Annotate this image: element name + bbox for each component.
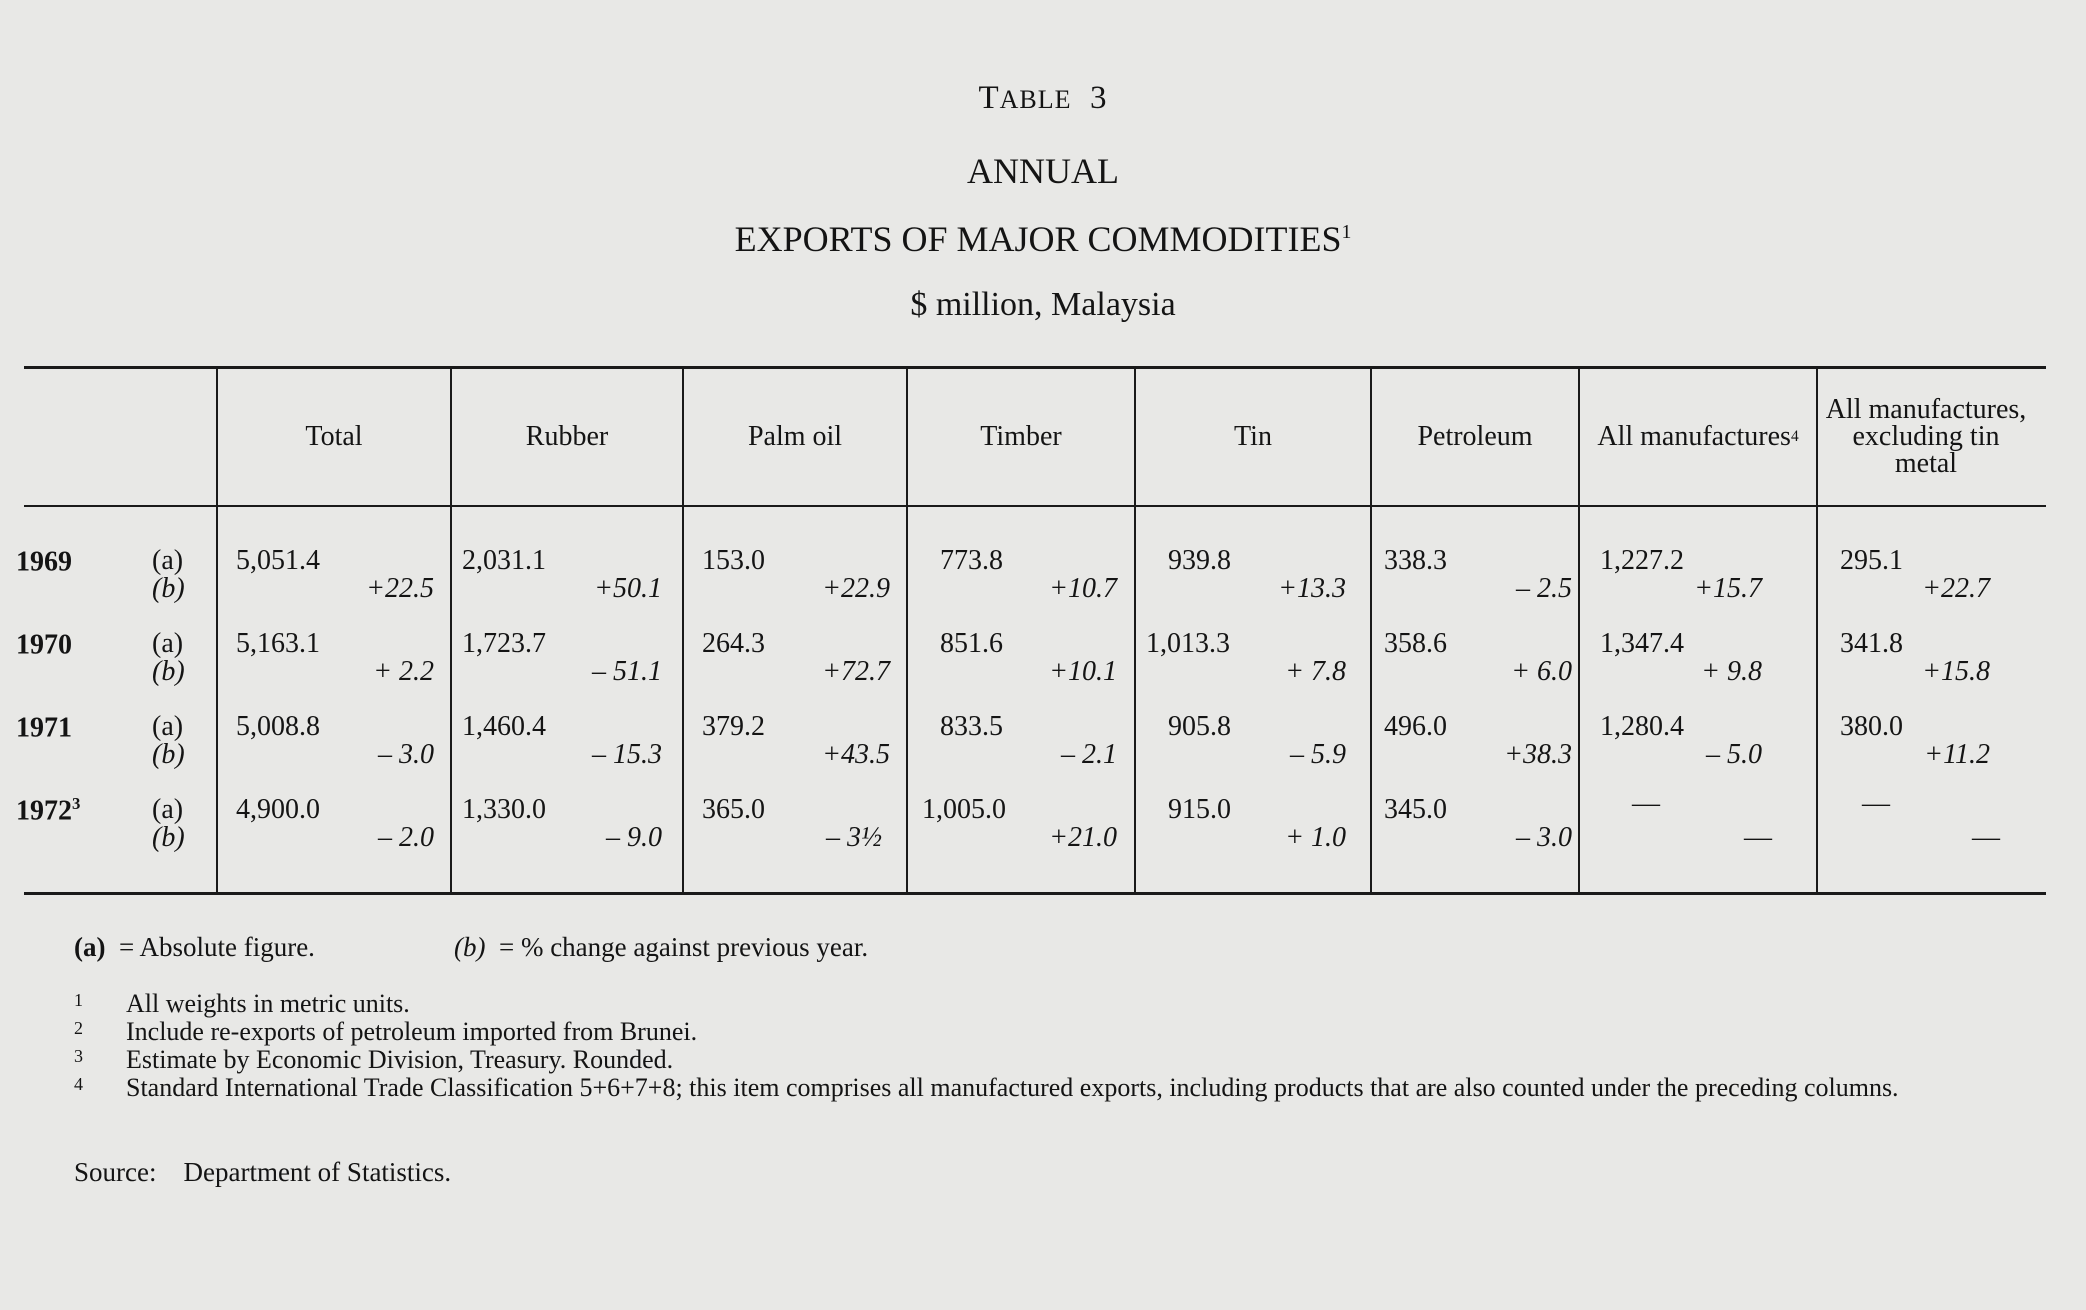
- cell-rubber-pct: – 51.1: [592, 656, 662, 687]
- cell-palm-oil-pct: +43.5: [822, 739, 890, 770]
- cell-total-pct: – 2.0: [378, 822, 434, 853]
- row-label-percent: (b): [152, 822, 185, 853]
- cell-rubber-abs: 2,031.1: [462, 545, 546, 576]
- footnote-number: 3: [74, 1046, 83, 1066]
- table-title: EXPORTS OF MAJOR COMMODITIES$^1$: [734, 219, 1352, 259]
- table-label: TABLE 3: [978, 80, 1108, 116]
- cell-total-pct: +22.5: [366, 573, 434, 604]
- source-label: Source:: [74, 1157, 157, 1187]
- cell-manufactures-abs: 1,227.2: [1600, 545, 1684, 576]
- row-year-1970: 1970: [16, 629, 72, 661]
- row-label-percent: (b): [152, 739, 185, 770]
- cell-timber-abs: 851.6: [940, 628, 1003, 659]
- cell-timber-pct: +10.1: [1049, 656, 1117, 687]
- cell-manufactures-excl-tin-abs: 380.0: [1840, 711, 1903, 742]
- cell-timber-abs: 773.8: [940, 545, 1003, 576]
- cell-tin-abs: 939.8: [1168, 545, 1231, 576]
- cell-timber-pct: +21.0: [1049, 822, 1117, 853]
- cell-timber-pct: +10.7: [1049, 573, 1117, 604]
- cell-petroleum-pct: – 2.5: [1516, 573, 1572, 604]
- cell-palm-oil-pct: – 3½: [826, 822, 882, 853]
- cell-manufactures-excl-tin-abs: 341.8: [1840, 628, 1903, 659]
- cell-rubber-pct: – 9.0: [606, 822, 662, 853]
- source-text: Department of Statistics.: [183, 1157, 452, 1187]
- cell-manufactures-pct: – 5.0: [1706, 739, 1762, 770]
- cell-palm-oil-abs: 264.3: [702, 628, 765, 659]
- cell-palm-oil-pct: +72.7: [822, 656, 890, 687]
- footnote-number: 4: [74, 1074, 83, 1094]
- table-header-rule: [24, 505, 2046, 507]
- legend-a-key: (a): [74, 932, 106, 962]
- row-label-absolute: (a): [152, 628, 184, 659]
- cell-petroleum-abs: 358.6: [1384, 628, 1447, 659]
- cell-petroleum-abs: 496.0: [1384, 711, 1447, 742]
- cell-timber-abs: 1,005.0: [922, 794, 1006, 825]
- cell-rubber-abs: 1,330.0: [462, 794, 546, 825]
- row-year-1971: 1971: [16, 712, 72, 744]
- footnote-number: 2: [74, 1018, 83, 1038]
- cell-total-abs: 5,163.1: [236, 628, 320, 659]
- legend-b: (b) = % change against previous year.: [454, 932, 869, 962]
- table-bottom-rule: [24, 892, 2046, 895]
- cell-manufactures-excl-tin-pct: +22.7: [1922, 573, 1990, 604]
- legend-a-text: = Absolute figure.: [118, 932, 315, 962]
- cell-timber-pct: – 2.1: [1061, 739, 1117, 770]
- cell-rubber-abs: 1,723.7: [462, 628, 546, 659]
- cell-manufactures-abs: —: [1632, 788, 1660, 819]
- cell-timber-abs: 833.5: [940, 711, 1003, 742]
- cell-rubber-pct: +50.1: [594, 573, 662, 604]
- cell-rubber-abs: 1,460.4: [462, 711, 546, 742]
- footnote-text: Standard International Trade Classification 5+6+7+8; this item comprises all manufactured exports, including products that are also counted under the preceding columns.: [126, 1073, 1899, 1102]
- column-header-manufactures-excl-tin: All manufactures, excluding tin metal: [1825, 394, 2027, 479]
- cell-tin-abs: 915.0: [1168, 794, 1231, 825]
- cell-manufactures-excl-tin-abs: 295.1: [1840, 545, 1903, 576]
- table-period: ANNUAL: [967, 151, 1119, 191]
- column-header-timber: Timber: [980, 420, 1062, 452]
- cell-manufactures-pct: + 9.8: [1701, 656, 1762, 687]
- row-label-percent: (b): [152, 573, 185, 604]
- column-header-tin: Tin: [1234, 420, 1272, 452]
- footnote-text: Estimate by Economic Division, Treasury. Rounded.: [126, 1045, 674, 1074]
- cell-petroleum-abs: 345.0: [1384, 794, 1447, 825]
- cell-petroleum-pct: – 3.0: [1516, 822, 1572, 853]
- cell-manufactures-abs: 1,347.4: [1600, 628, 1684, 659]
- cell-rubber-pct: – 15.3: [592, 739, 662, 770]
- cell-manufactures-pct: +15.7: [1694, 573, 1762, 604]
- cell-palm-oil-abs: 365.0: [702, 794, 765, 825]
- cell-petroleum-pct: +38.3: [1504, 739, 1572, 770]
- column-header-palm-oil: Palm oil: [747, 420, 843, 452]
- column-header-all-manufactures: All manufactures 4: [1597, 420, 1799, 452]
- cell-total-abs: 5,051.4: [236, 545, 320, 576]
- cell-total-pct: + 2.2: [373, 656, 434, 687]
- cell-tin-abs: 905.8: [1168, 711, 1231, 742]
- cell-tin-pct: + 7.8: [1285, 656, 1346, 687]
- cell-tin-pct: + 1.0: [1285, 822, 1346, 853]
- table-units: $ million, Malaysia: [910, 286, 1176, 323]
- row-label-absolute: (a): [152, 711, 184, 742]
- row-year-1972: 1972$^3$: [16, 794, 81, 827]
- cell-manufactures-excl-tin-pct: +11.2: [1924, 739, 1990, 770]
- cell-manufactures-abs: 1,280.4: [1600, 711, 1684, 742]
- footnote-number: 1: [74, 990, 83, 1010]
- cell-manufactures-pct: —: [1744, 822, 1772, 853]
- cell-manufactures-excl-tin-pct: —: [1972, 822, 2000, 853]
- cell-total-abs: 4,900.0: [236, 794, 320, 825]
- cell-palm-oil-abs: 153.0: [702, 545, 765, 576]
- row-label-percent: (b): [152, 656, 185, 687]
- cell-tin-abs: 1,013.3: [1146, 628, 1230, 659]
- row-label-absolute: (a): [152, 794, 184, 825]
- row-label-absolute: (a): [152, 545, 184, 576]
- column-header-total: Total: [305, 420, 363, 452]
- cell-manufactures-excl-tin-pct: +15.8: [1922, 656, 1990, 687]
- legend: [74, 932, 869, 963]
- cell-petroleum-pct: + 6.0: [1511, 656, 1572, 687]
- cell-tin-pct: – 5.9: [1290, 739, 1346, 770]
- footnote-text: All weights in metric units.: [126, 989, 410, 1018]
- column-header-petroleum: Petroleum: [1417, 420, 1533, 452]
- cell-tin-pct: +13.3: [1278, 573, 1346, 604]
- cell-palm-oil-abs: 379.2: [702, 711, 765, 742]
- cell-manufactures-excl-tin-abs: —: [1862, 788, 1890, 819]
- column-header-rubber: Rubber: [525, 420, 609, 452]
- cell-petroleum-abs: 338.3: [1384, 545, 1447, 576]
- source-line: [74, 1157, 451, 1188]
- footnote-text: Include re-exports of petroleum imported from Brunei.: [126, 1017, 698, 1046]
- cell-palm-oil-pct: +22.9: [822, 573, 890, 604]
- cell-total-pct: – 3.0: [378, 739, 434, 770]
- row-year-1969: 1969: [16, 546, 72, 578]
- cell-total-abs: 5,008.8: [236, 711, 320, 742]
